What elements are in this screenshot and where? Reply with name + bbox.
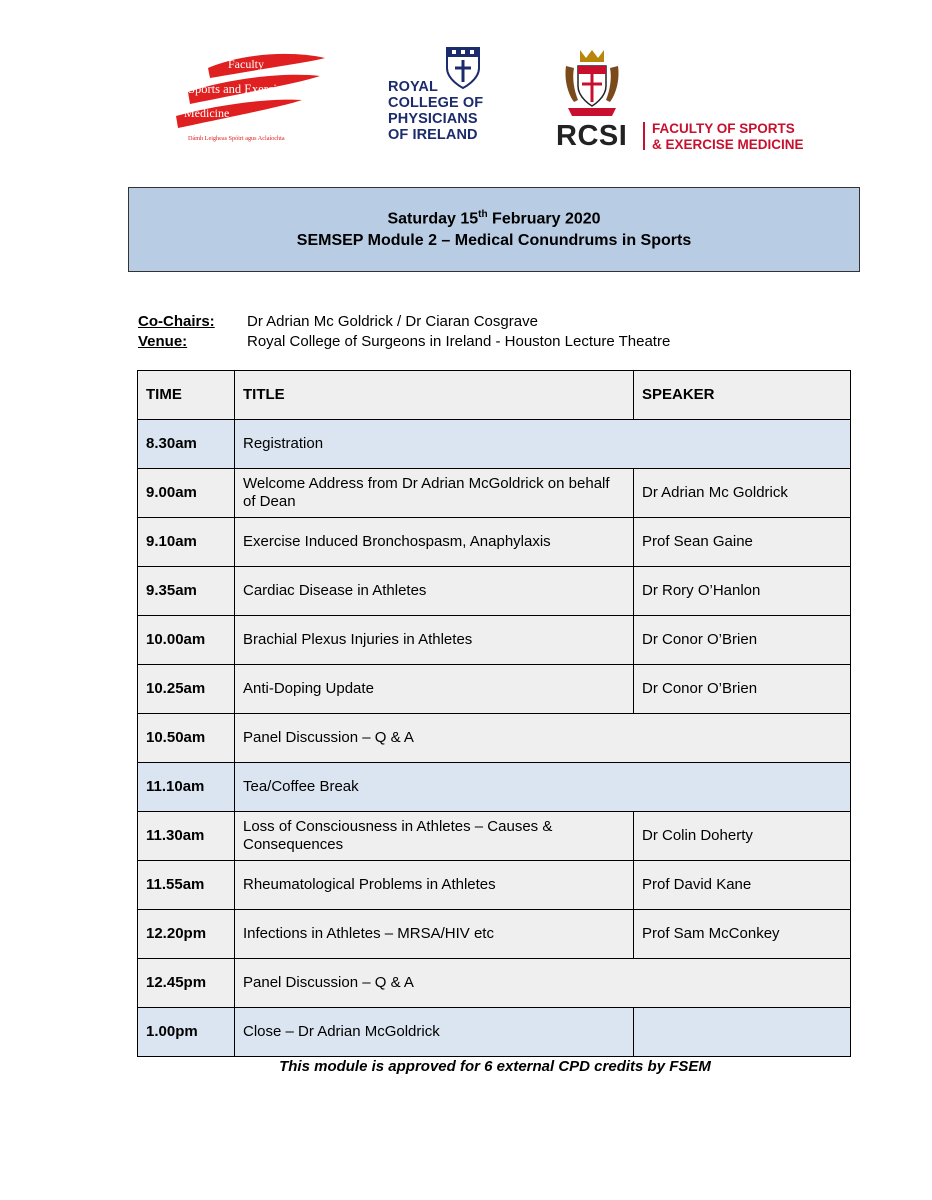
row-time: 11.30am [138,812,235,861]
row-time: 8.30am [138,420,235,469]
row-speaker: Dr Conor O’Brien [634,616,851,665]
agenda-table [137,370,851,1057]
row-title: Infections in Athletes – MRSA/HIV etc [235,910,634,959]
row-speaker: Dr Colin Doherty [634,812,851,861]
row-speaker: Prof Sam McConkey [634,910,851,959]
venue-label: Venue: [138,333,188,350]
header-title: TITLE [235,371,634,420]
rcpi-text-line: OF IRELAND [388,127,478,143]
row-speaker [634,1008,851,1057]
row-time: 10.50am [138,714,235,763]
row-title: Loss of Consciousness in Athletes – Causes & Consequences [235,812,634,861]
rcsi-faculty-line2: & EXERCISE MEDICINE [652,137,804,152]
event-date [129,209,859,228]
rcsi-divider [643,122,645,150]
rcpi-logo [388,46,498,156]
rcsi-wordmark: RCSI [556,120,628,152]
rcpi-wordmark [388,79,498,143]
fsem-logo [170,48,332,153]
fsem-irish-text: Dámh Leigheas Spóirt agus Aclaíochta [188,135,285,142]
row-title: Anti-Doping Update [235,665,634,714]
cpd-footnote: This module is approved for 6 external CPD credits by FSEM [279,1058,711,1075]
table-row [138,469,851,518]
rcsi-faculty-text [652,121,804,153]
rcpi-text-line: PHYSICIANS [388,111,478,127]
row-time: 10.00am [138,616,235,665]
table-row [138,420,851,469]
row-title: Close – Dr Adrian McGoldrick [235,1008,634,1057]
row-title: Exercise Induced Bronchospasm, Anaphylaxis [235,518,634,567]
row-title: Rheumatological Problems in Athletes [235,861,634,910]
row-time: 12.20pm [138,910,235,959]
row-title: Panel Discussion – Q & A [235,959,851,1008]
rcpi-text-line: ROYAL [388,79,438,95]
table-row [138,616,851,665]
header-time: TIME [138,371,235,420]
table-row [138,714,851,763]
event-date-prefix: Saturday 15 [387,210,479,228]
row-time: 12.45pm [138,959,235,1008]
fsem-line1: Faculty [228,57,264,71]
cochairs-label: Co-Chairs: [138,313,215,330]
table-row [138,665,851,714]
row-title: Welcome Address from Dr Adrian McGoldrick on behalf of Dean [235,469,634,518]
table-row [138,567,851,616]
row-title: Panel Discussion – Q & A [235,714,851,763]
rcsi-logo [556,46,804,156]
row-title: Cardiac Disease in Athletes [235,567,634,616]
row-time: 9.00am [138,469,235,518]
table-row [138,1008,851,1057]
fsem-swoosh-graphic [170,48,332,153]
row-speaker: Prof David Kane [634,861,851,910]
fsem-line3: Medicine [184,106,230,120]
row-speaker: Prof Sean Gaine [634,518,851,567]
row-speaker: Dr Rory O’Hanlon [634,567,851,616]
table-row [138,518,851,567]
row-title: Tea/Coffee Break [235,763,851,812]
rcsi-faculty-line1: FACULTY OF SPORTS [652,121,795,136]
row-time: 9.10am [138,518,235,567]
row-speaker: Dr Adrian Mc Goldrick [634,469,851,518]
fsem-line2: Sports and Exercise [188,82,288,96]
row-title: Brachial Plexus Injuries in Athletes [235,616,634,665]
venue-value: Royal College of Surgeons in Ireland - Houston Lecture Theatre [247,333,671,350]
row-time: 9.35am [138,567,235,616]
table-row [138,861,851,910]
logo-strip [0,40,932,170]
cochairs-value: Dr Adrian Mc Goldrick / Dr Ciaran Cosgrave [247,313,538,330]
rcpi-text-line: COLLEGE OF [388,95,484,111]
row-time: 1.00pm [138,1008,235,1057]
table-row [138,959,851,1008]
row-speaker: Dr Conor O’Brien [634,665,851,714]
rcsi-crest-icon [560,46,624,118]
row-time: 11.10am [138,763,235,812]
event-date-suffix-sup: th [478,209,488,220]
header-speaker: SPEAKER [634,371,851,420]
table-row [138,812,851,861]
row-time: 10.25am [138,665,235,714]
module-title: SEMSEP Module 2 – Medical Conundrums in Sports [296,232,692,249]
event-date-rest: February 2020 [487,210,601,228]
title-banner [128,187,860,272]
table-row [138,910,851,959]
row-title: Registration [235,420,851,469]
table-header-row [138,371,851,420]
table-row [138,763,851,812]
row-time: 11.55am [138,861,235,910]
